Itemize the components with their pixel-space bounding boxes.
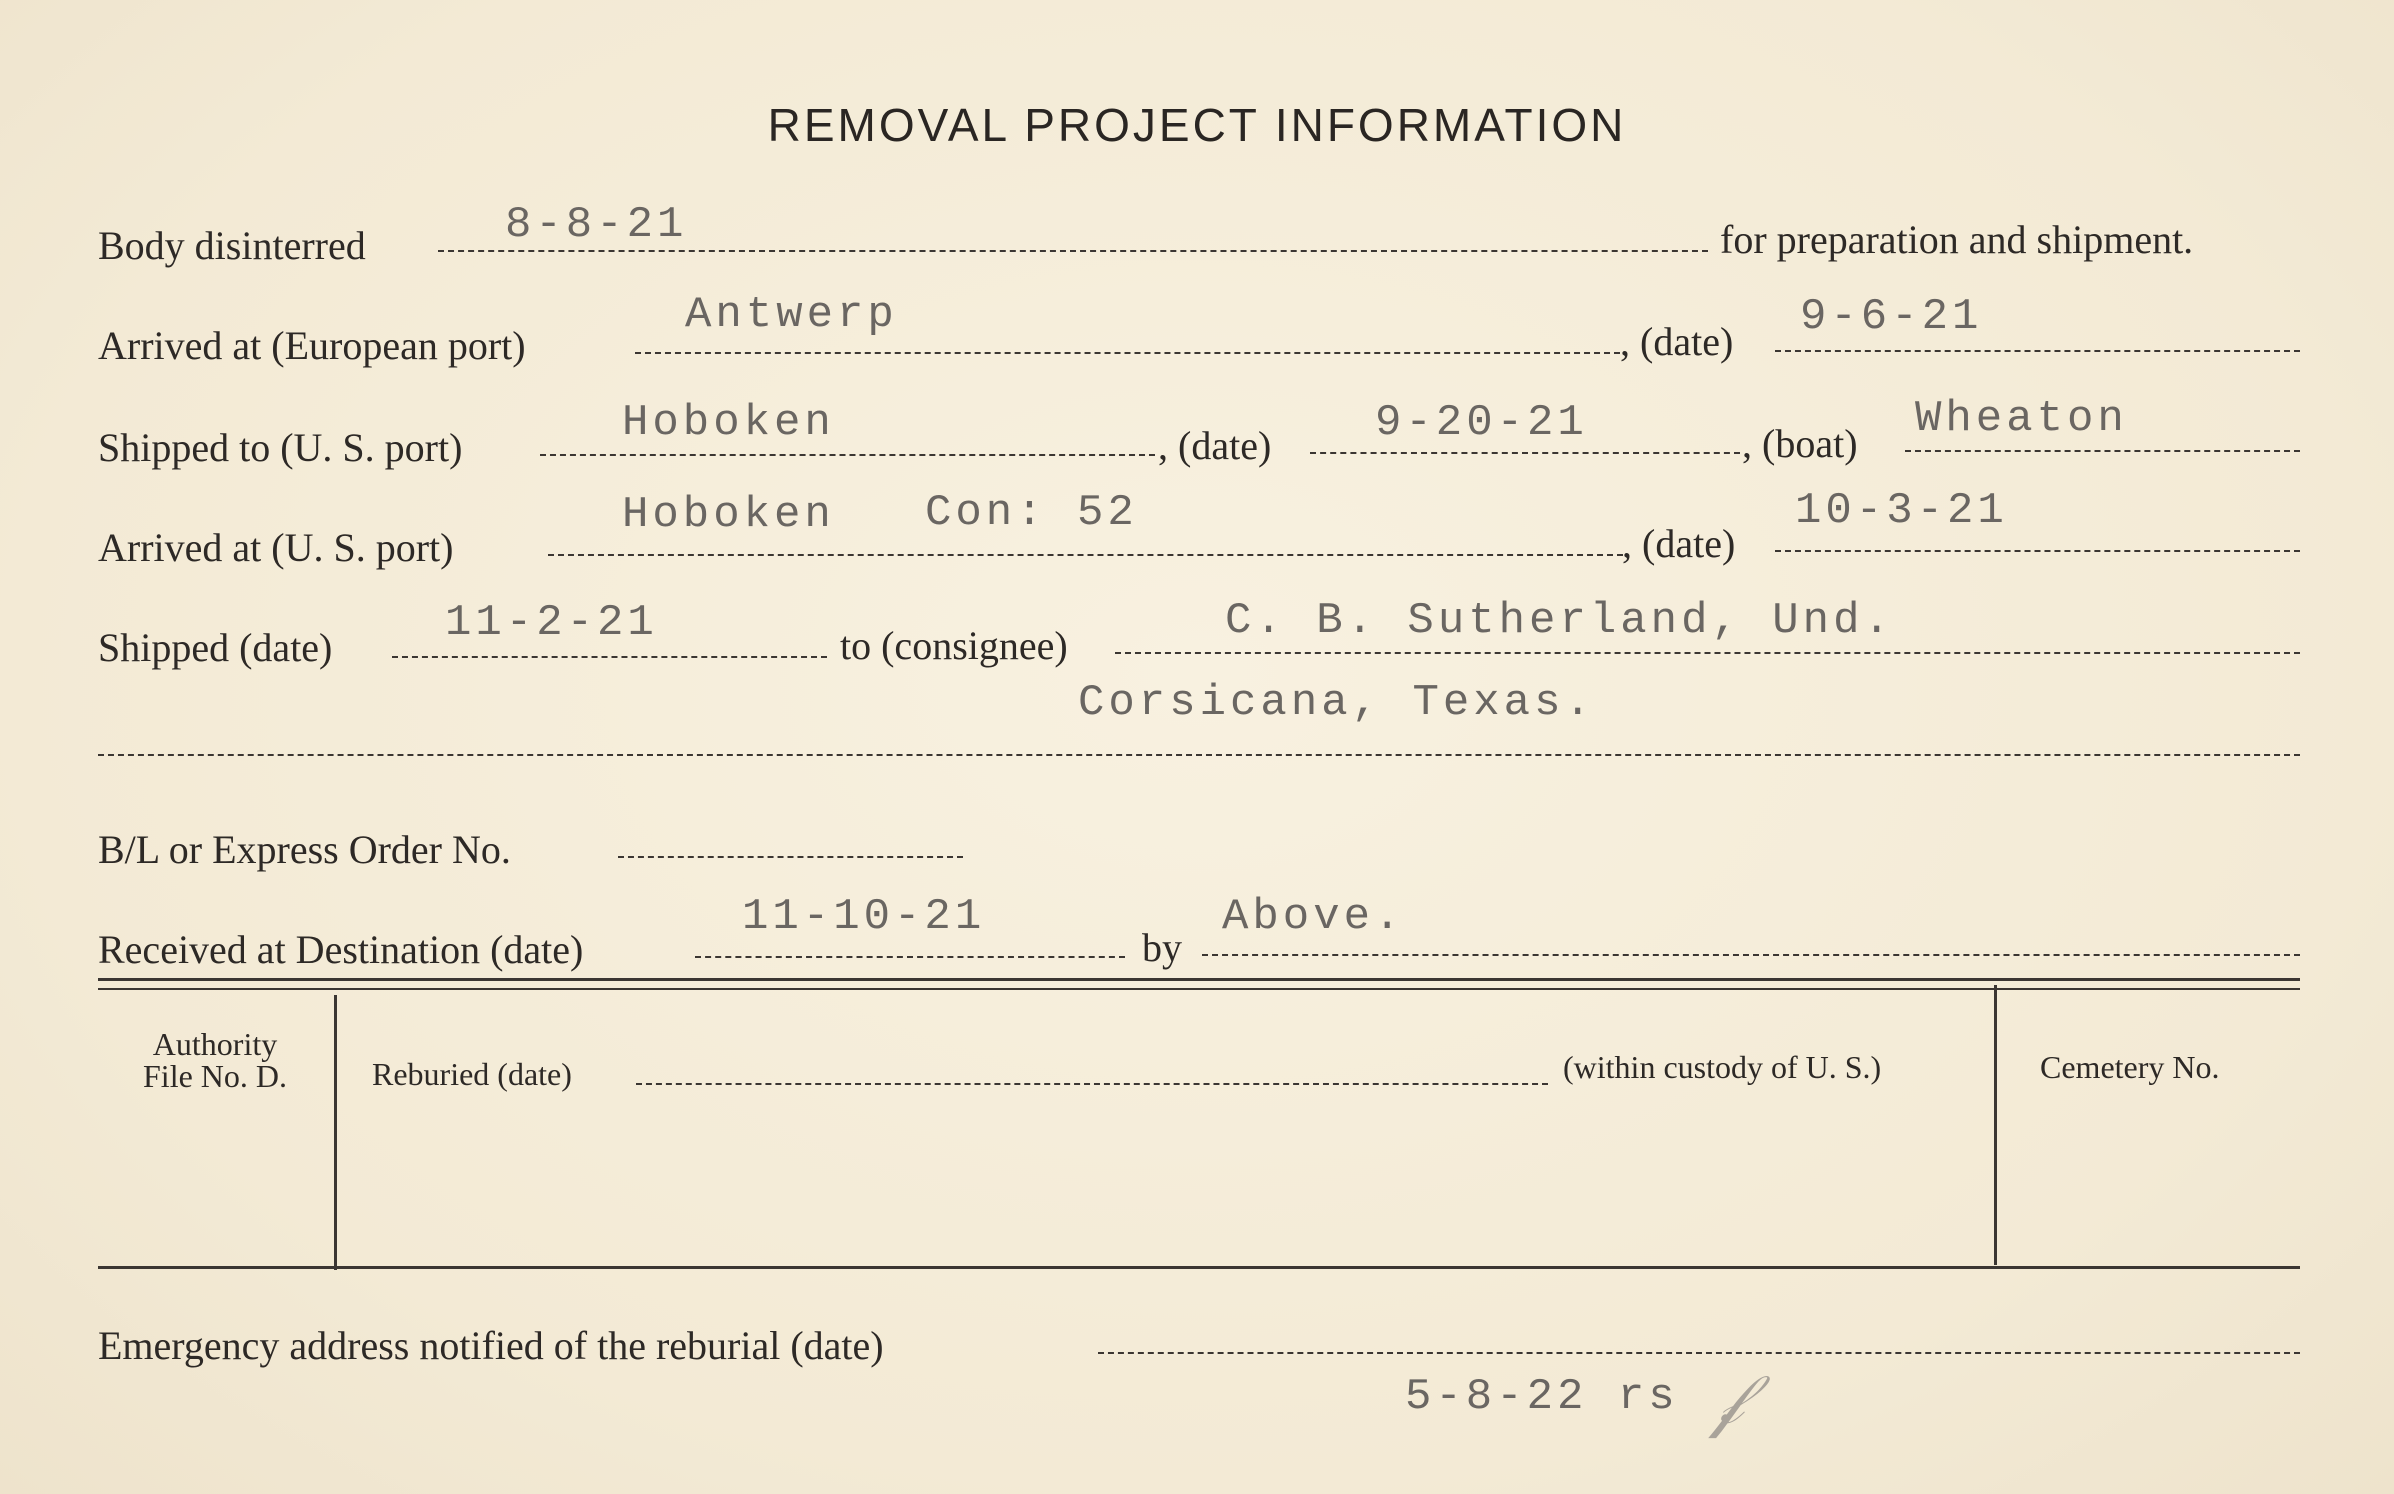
bl-express-order-label: B/L or Express Order No. xyxy=(98,827,511,872)
consignee-address: Corsicana, Texas. xyxy=(1078,678,1595,728)
custody-label: (within custody of U. S.) xyxy=(1563,1049,1882,1085)
authority-label: Authority xyxy=(152,1026,278,1062)
cemetery-label: Cemetery No. xyxy=(2040,1049,2220,1085)
shipped-us-port-line xyxy=(540,454,1155,456)
shipped-date-value: 11-2-21 xyxy=(445,598,658,648)
emergency-address-label: Emergency address notified of the reburial (date) xyxy=(98,1323,884,1368)
received-date-value: 11-10-21 xyxy=(742,892,986,942)
received-date-line xyxy=(695,956,1125,958)
arrived-european-date-line xyxy=(1775,350,2300,352)
shipped-date-line xyxy=(392,656,827,658)
arrived-us-con-value: Con: 52 xyxy=(925,488,1138,538)
arrived-us-port-line xyxy=(548,554,1623,556)
arrived-european-port-line xyxy=(635,352,1620,354)
reburied-line xyxy=(636,1083,1548,1085)
arrived-european-port-label: Arrived at (European port) xyxy=(98,323,526,368)
emergency-address-value: 5-8-22 rs xyxy=(1405,1372,1679,1422)
arrived-european-date-label: , (date) xyxy=(1620,319,1734,364)
shipped-us-date-label: , (date) xyxy=(1158,423,1272,468)
page-title: REMOVAL PROJECT INFORMATION xyxy=(767,99,1627,151)
shipped-us-boat-value: Wheaton xyxy=(1915,394,2128,444)
body-disinterred-line xyxy=(438,250,1708,252)
table-bottom-rule xyxy=(98,1266,2300,1269)
emergency-address-line xyxy=(1098,1352,2300,1354)
shipped-us-port-value: Hoboken xyxy=(622,398,835,448)
shipped-us-date-value: 9-20-21 xyxy=(1375,398,1588,448)
arrived-us-port-label: Arrived at (U. S. port) xyxy=(98,525,454,570)
authority-file-label: File No. D. xyxy=(143,1058,287,1094)
body-disinterred-suffix: for preparation and shipment. xyxy=(1720,217,2194,262)
handwritten-initials: 𝒻 xyxy=(1712,1358,1744,1440)
consignee-value: C. B. Sutherland, Und. xyxy=(1225,596,1894,646)
consignee-continuation-line xyxy=(98,754,2300,756)
table-divider-right xyxy=(1994,985,1997,1265)
arrived-us-port-value: Hoboken xyxy=(622,490,835,540)
shipped-us-port-label: Shipped to (U. S. port) xyxy=(98,425,463,470)
arrived-european-date-value: 9-6-21 xyxy=(1800,292,1983,342)
body-disinterred-label: Body disinterred xyxy=(98,223,366,268)
consignee-line xyxy=(1115,652,2300,654)
received-by-label: by xyxy=(1142,925,1182,970)
arrived-european-port-value: Antwerp xyxy=(685,290,898,340)
shipped-date-label: Shipped (date) xyxy=(98,625,333,670)
arrived-us-date-label: , (date) xyxy=(1622,521,1736,566)
reburied-label: Reburied (date) xyxy=(372,1056,572,1092)
arrived-us-date-value: 10-3-21 xyxy=(1795,486,2008,536)
table-top-rule xyxy=(98,978,2300,981)
consignee-label: to (consignee) xyxy=(840,623,1068,668)
shipped-us-date-line xyxy=(1310,452,1740,454)
table-top-rule-2 xyxy=(98,988,2300,990)
received-destination-label: Received at Destination (date) xyxy=(98,927,584,972)
arrived-us-date-line xyxy=(1775,550,2300,552)
received-by-line xyxy=(1202,954,2300,956)
bl-express-order-line xyxy=(618,856,963,858)
body-disinterred-value: 8-8-21 xyxy=(505,200,688,250)
received-by-value: Above. xyxy=(1222,892,1405,942)
shipped-us-boat-label: , (boat) xyxy=(1742,421,1858,466)
shipped-us-boat-line xyxy=(1905,450,2300,452)
table-divider-left xyxy=(334,995,337,1270)
